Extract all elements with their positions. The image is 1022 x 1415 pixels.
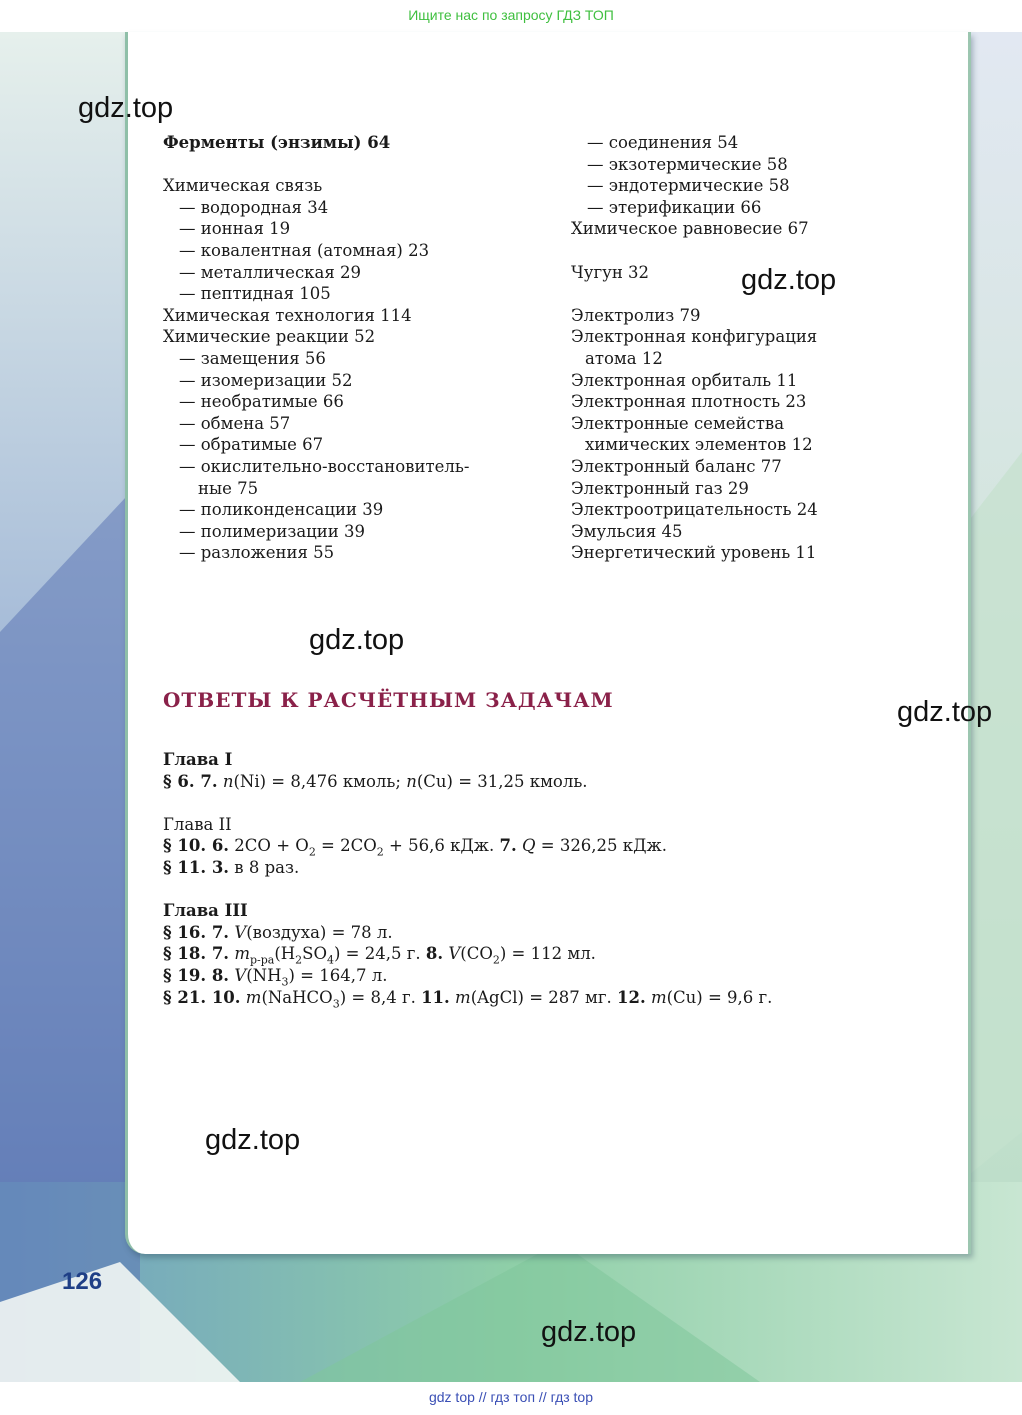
index-entry: — поликонденсации 39	[179, 500, 384, 520]
index-left-column	[163, 132, 469, 564]
chapter-3-title: Глава III	[163, 901, 248, 921]
index-entry: — ковалентная (атомная) 23	[179, 240, 430, 260]
chapter-1-title: Глава I	[163, 750, 233, 769]
index-entry: Эмульсия 45	[571, 521, 683, 541]
index-entry: Электронный баланс 77	[571, 456, 782, 476]
index-entry: — необратимые 66	[179, 392, 344, 412]
page-number: 126	[62, 1268, 103, 1295]
spacer	[571, 240, 818, 262]
index-entry: — этерификации 66	[587, 197, 762, 217]
answer-line: § 16. 7. V(воздуха) = 78 л.	[163, 922, 393, 942]
index-entry: Электроотрицательность 24	[571, 500, 818, 520]
index-entry: — окислительно-восстановитель-	[179, 456, 470, 476]
answers-section-title: ОТВЕТЫ К РАСЧЁТНЫМ ЗАДАЧАМ	[163, 688, 614, 712]
watermark: gdz.top	[309, 624, 405, 656]
index-entry: Электронный газ 29	[571, 478, 749, 498]
answer-line: § 10. 6. $2CO + O_2 = 2CO_2 + 56,6$ кДж. 7. Q = 326,25 кДж.	[163, 836, 667, 859]
index-entry: — полимеризации 39	[179, 521, 365, 541]
index-entry: Химическое равновесие 67	[571, 219, 809, 239]
index-entry: ные 75	[198, 478, 259, 498]
index-entry: Электронные семейства	[571, 413, 785, 433]
answer-line: § 21. 10. m(NaHCO$_3$) = 8,4 г. 11. m(AgCl) = 287 мг. 12. m(Cu) = 9,6 г.	[163, 987, 773, 1010]
answer-line: § 11. 3. в 8 раз.	[163, 857, 300, 877]
answers-block	[163, 749, 772, 1008]
watermark: gdz.top	[741, 264, 837, 296]
chapter-2-title: Глава II	[163, 814, 232, 834]
index-entry: Электронная конфигурация	[571, 327, 818, 347]
watermark: gdz.top	[541, 1316, 637, 1348]
bottom-banner[interactable]: gdz top // гдз топ // гдз top	[0, 1382, 1022, 1415]
index-entry: Энергетический уровень 11	[571, 543, 817, 563]
watermark: gdz.top	[205, 1124, 301, 1156]
index-entry: — пептидная 105	[179, 284, 331, 304]
index-entry: Ферменты (энзимы) 64	[163, 133, 391, 152]
index-entry: химических элементов 12	[585, 435, 813, 455]
index-entry: — водородная 34	[179, 197, 329, 217]
index-entry: — металлическая 29	[179, 262, 361, 282]
index-entry: Чугун 32	[571, 262, 650, 282]
spacer	[163, 154, 469, 176]
index-entry: Электронная орбиталь 11	[571, 370, 798, 390]
index-entry: — изомеризации 52	[179, 370, 353, 390]
index-entry: — ионная 19	[179, 219, 291, 239]
watermark: gdz.top	[897, 696, 993, 728]
index-entry: Химическая технология 114	[163, 305, 412, 325]
index-right-column	[571, 132, 818, 564]
index-entry: — обратимые 67	[179, 435, 324, 455]
index-entry: — экзотермические 58	[587, 154, 788, 174]
index-entry: — разложения 55	[179, 543, 335, 563]
index-entry: Химические реакции 52	[163, 327, 376, 347]
index-entry: Электронная плотность 23	[571, 392, 807, 412]
index-entry: — соединения 54	[587, 133, 739, 152]
index-entry: — эндотермические 58	[587, 176, 790, 196]
index-entry: Химическая связь	[163, 176, 323, 196]
index-entry: — замещения 56	[179, 348, 326, 368]
answer-line: § 6. 7. n(Ni) = 8,476 кмоль; n(Cu) = 31,25 кмоль.	[163, 771, 588, 791]
answer-line: § 18. 7. $m_{р-ра}(H_2SO_4) = 24,5$ г. 8. $V(CO_2) = 112$ мл.	[163, 944, 596, 967]
watermark: gdz.top	[78, 92, 174, 124]
top-banner[interactable]: Ищите нас по запросу ГДЗ ТОП	[0, 0, 1022, 32]
index-entry: атома 12	[585, 348, 663, 368]
index-entry: — обмена 57	[179, 413, 291, 433]
index-entry: Электролиз 79	[571, 305, 701, 325]
answer-line: § 19. 8. $V(NH_3) = 164,7$ л.	[163, 965, 388, 989]
